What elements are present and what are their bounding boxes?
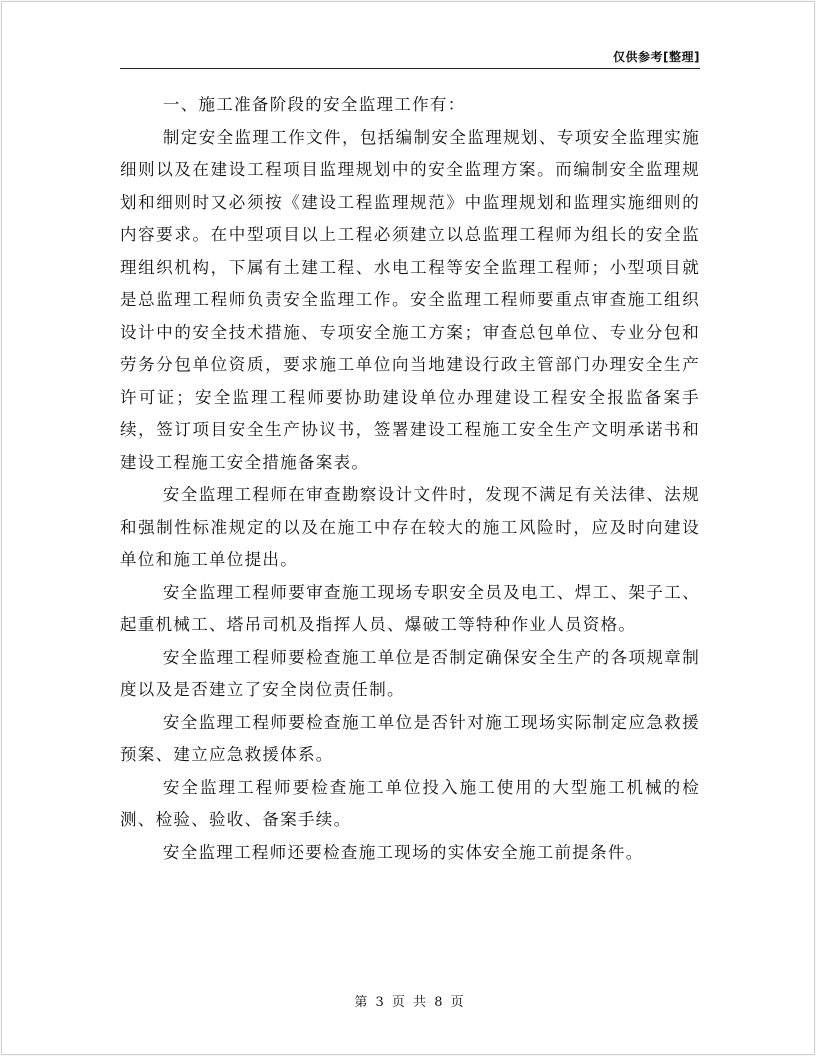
section-heading: 一、施工准备阶段的安全监理工作有： [162, 95, 466, 114]
paragraph: 安全监理工程师要检查施工单位是否制定确保安全生产的各项规章制度以及是否建立了安全岗位责任制。 [120, 647, 700, 699]
document-body [120, 89, 700, 869]
paragraph: 安全监理工程师要审查施工现场专职安全员及电工、焊工、架子工、起重机械工、塔吊司机及指挥人员、爆破工等特种作业人员资格。 [120, 582, 700, 634]
paragraph: 安全监理工程师要检查施工单位投入施工使用的大型施工机械的检测、检验、验收、备案手续。 [120, 777, 700, 829]
paragraph: 制定安全监理工作文件，包括编制安全监理规划、专项安全监理实施细则以及在建设工程项目监理规划中的安全监理方案。而编制安全监理规划和细则时又必须按《建设工程监理规范》中监理规划和监理实施细则的内容要求。在中型项目以上工程必须建立以总监理工程师为组长的安全监理组织机构，下属有土建工程、水电工程等安全监理工程师；小型项目就是总监理工程师负责安全监理工作。安全监理工程师要重点审查施工组织设计中的安全技术措施、专项安全施工方案；审查总包单位、专业分包和劳务分包单位资质，要求施工单位向当地建设行政主管部门办理安全生产许可证；安全监理工程师要协助建设单位办理建设工程安全报监备案手续，签订项目安全生产协议书，签署建设工程施工安全生产文明承诺书和建设工程施工安全措施备案表。 [120, 127, 700, 472]
header-tag: 仅供参考[整理] [613, 50, 700, 64]
page-number-footer: 第 3 页 共 8 页 [354, 995, 466, 1010]
paragraph: 安全监理工程师还要检查施工现场的实体安全施工前提条件。 [162, 842, 644, 862]
document-page [1, 1, 815, 1055]
page-header [120, 46, 700, 69]
paragraph: 安全监理工程师在审查勘察设计文件时，发现不满足有关法律、法规和强制性标准规定的以及在施工中存在较大的施工风险时，应及时向建设单位和施工单位提出。 [120, 485, 700, 569]
paragraph: 安全监理工程师要检查施工单位是否针对施工现场实际制定应急救援预案、建立应急救援体系。 [120, 712, 700, 764]
